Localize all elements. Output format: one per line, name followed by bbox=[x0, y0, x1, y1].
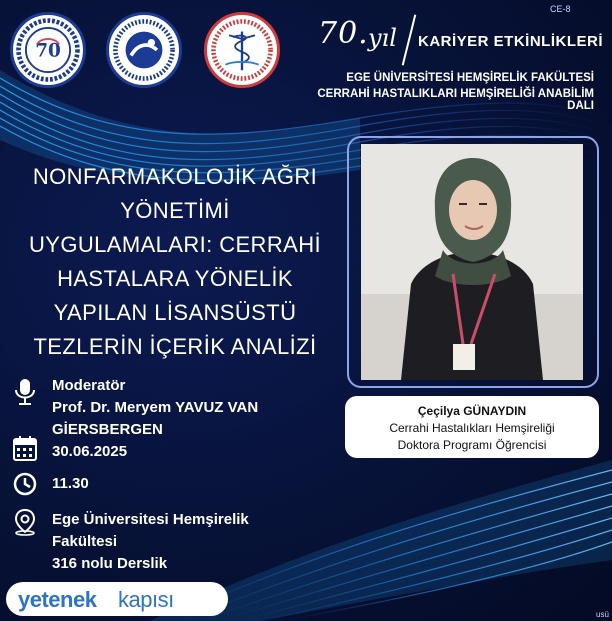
yetenek-kapisi-logo-text: yetenek bbox=[18, 587, 97, 612]
corner-code: CE-8 bbox=[550, 4, 571, 14]
anniversary-word: yıl bbox=[368, 24, 397, 52]
talk-title-line: UYGULAMALARI: CERRAHİ bbox=[28, 232, 321, 257]
moderator-name: Prof. Dr. Meryem YAVUZ VAN bbox=[52, 399, 259, 416]
speaker-role: Cerrahi Hastalıkları Hemşireliği bbox=[389, 421, 555, 435]
speaker-card bbox=[345, 396, 599, 458]
ege-university-seal-icon bbox=[10, 12, 86, 88]
moderator-name: GİERSBERGEN bbox=[52, 421, 163, 438]
talk-title bbox=[16, 160, 334, 364]
svg-text:70: 70 bbox=[35, 40, 61, 62]
faculty-name: EGE ÜNİVERSİTESİ HEMŞİRELİK FAKÜLTESİ bbox=[346, 72, 594, 84]
speaker-portrait-illustration bbox=[361, 144, 583, 380]
health-sciences-caduceus-icon bbox=[204, 12, 280, 88]
talk-title-line: YAPILAN LİSANSÜSTÜ bbox=[53, 300, 297, 325]
speaker-name: Çeçilya GÜNAYDIN bbox=[417, 404, 527, 418]
talk-title-line: NONFARMAKOLOJİK AĞRI bbox=[32, 164, 318, 189]
speaker-photo bbox=[361, 144, 583, 380]
department-name: CERRAHİ HASTALIKLARI HEMŞİRELİĞİ ANABİLİM DALI bbox=[317, 88, 594, 112]
location-name: Fakültesi bbox=[52, 533, 118, 550]
anniversary-number: 70. bbox=[318, 16, 369, 51]
corner-text: usü bbox=[596, 610, 609, 619]
location-name: Ege Üniversitesi Hemşirelik bbox=[52, 511, 249, 528]
event-date: 30.06.2025 bbox=[52, 443, 128, 460]
talk-title-line: YÖNETİMİ bbox=[120, 198, 230, 223]
moderator-label: Moderatör bbox=[52, 377, 126, 394]
calendar-icon bbox=[12, 434, 38, 462]
location-pin-icon bbox=[12, 508, 38, 536]
speaker-role: Doktora Programı Öğrencisi bbox=[397, 438, 547, 452]
location-room: 316 nolu Derslik bbox=[52, 555, 168, 572]
talk-title-line: TEZLERİN İÇERİK ANALİZİ bbox=[33, 334, 317, 359]
career-events-title: KARİYER ETKİNLİKLERİ bbox=[418, 33, 604, 50]
clock-icon bbox=[12, 470, 38, 498]
yetenek-kapisi-logo-text: kapısı bbox=[118, 587, 174, 612]
event-time: 11.30 bbox=[52, 475, 89, 492]
yetenek-kapisi-logo bbox=[6, 582, 228, 616]
career-planning-logo-icon bbox=[106, 12, 182, 88]
microphone-icon bbox=[12, 378, 38, 406]
talk-title-line: HASTALARA YÖNELİK bbox=[57, 266, 293, 291]
